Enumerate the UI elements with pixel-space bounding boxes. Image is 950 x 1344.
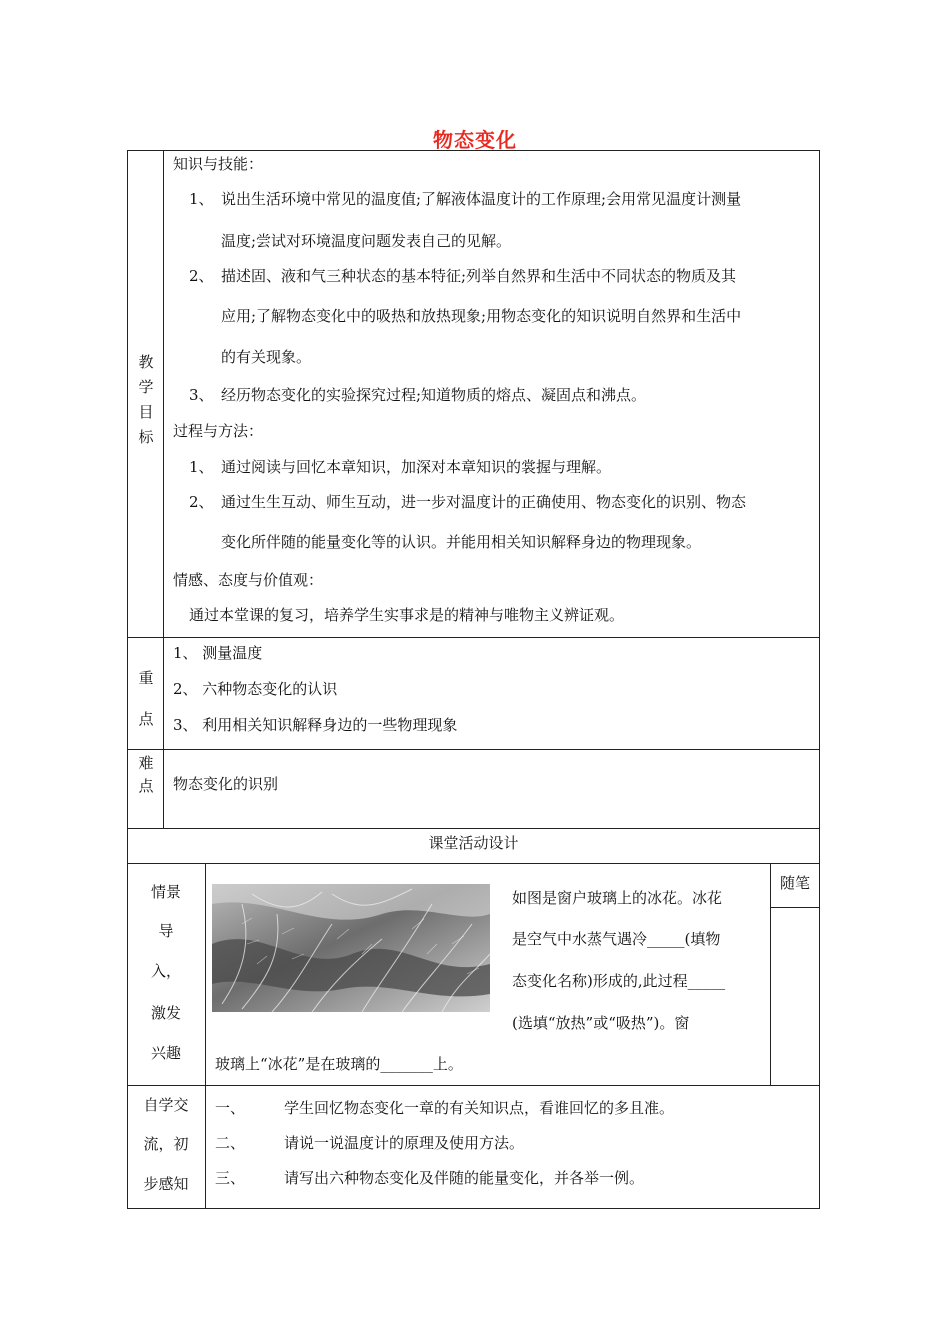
difficulty-label: [129, 752, 163, 798]
process-item-2-line-2: 变化所伴随的能量变化等的认识。并能用相关知识解释身边的物理现象。: [221, 533, 702, 551]
key-points-label-text: 重点: [138, 669, 154, 728]
difficulty-text: 物态变化的识别: [173, 775, 279, 793]
self-study-item-3-num: 三、: [215, 1169, 246, 1187]
row-divider: [127, 637, 820, 638]
self-study-label-line-3: 步感知: [143, 1175, 189, 1193]
intro-label-line-2: 导: [158, 922, 174, 940]
key-point-3: 3、 利用相关知识解释身边的一些物理现象: [173, 716, 458, 734]
knowledge-item-2-num: 2、: [189, 267, 214, 285]
row-divider: [127, 828, 820, 829]
activity-design-header: 课堂活动设计: [428, 834, 519, 852]
row-divider: [127, 863, 820, 864]
process-item-2-num: 2、: [189, 493, 214, 511]
knowledge-item-2-line-2: 应用;了解物态变化中的吸热和放热现象;用物态变化的知识说明自然界和生活中: [221, 307, 742, 325]
knowledge-heading: 知识与技能：: [173, 155, 264, 173]
knowledge-item-3-line-1: 经历物态变化的实验探究过程;知道物质的熔点、凝固点和沸点。: [221, 386, 647, 404]
emotion-heading: 情感、态度与价值观：: [173, 571, 324, 589]
intro-label-line-3: 入，: [150, 962, 181, 980]
self-study-item-1-num: 一、: [215, 1099, 246, 1117]
intro-text-line-1: 如图是窗户玻璃上的冰花。冰花: [512, 889, 723, 907]
self-study-item-3-text: 请写出六种物态变化及伴随的能量变化，并各举一例。: [284, 1169, 645, 1187]
process-item-2-line-1: 通过生生互动、师生互动，进一步对温度计的正确使用、物态变化的识别、物态: [221, 493, 747, 511]
process-item-1-num: 1、: [189, 458, 214, 476]
objectives-label-text: 教学目标: [138, 353, 154, 446]
process-item-1-line-1: 通过阅读与回忆本章知识，加深对本章知识的裳握与理解。: [221, 458, 612, 476]
self-study-label-line-2: 流，初: [143, 1135, 189, 1153]
knowledge-item-1-num: 1、: [189, 190, 214, 208]
difficulty-label-text: 难点: [138, 754, 154, 795]
self-study-item-2-text: 请说一说温度计的原理及使用方法。: [284, 1134, 525, 1152]
label-column-divider: [205, 863, 206, 1209]
page-title: 物态变化: [433, 128, 517, 152]
frost-flower-graphic: [212, 884, 490, 1012]
intro-text-last: 玻璃上“冰花”是在玻璃的_______上。: [215, 1055, 463, 1073]
label-column-divider: [163, 150, 164, 828]
key-points-label: [129, 658, 163, 740]
self-study-label-line-1: 自学交: [143, 1096, 189, 1114]
notes-label: 随笔: [779, 874, 810, 892]
self-study-item-1-text: 学生回忆物态变化一章的有关知识点，看谁回忆的多且准。: [284, 1099, 675, 1117]
notes-divider: [770, 907, 820, 908]
key-point-1: 1、 测量温度: [173, 644, 263, 662]
row-divider: [127, 749, 820, 750]
row-divider: [127, 1085, 820, 1086]
process-heading: 过程与方法：: [173, 422, 264, 440]
intro-label-line-1: 情景: [150, 883, 181, 901]
intro-label-line-4: 激发: [150, 1004, 181, 1022]
knowledge-item-1-line-1: 说出生活环境中常见的温度值;了解液体温度计的工作原理;会用常见温度计测量: [221, 190, 742, 208]
objectives-label: [129, 350, 163, 450]
intro-text-line-4: (选填“放热”或“吸热”)。窗: [512, 1014, 690, 1032]
key-point-2: 2、 六种物态变化的认识: [173, 680, 338, 698]
intro-text-line-3: 态变化名称)形成的,此过程_____: [512, 972, 726, 990]
emotion-text: 通过本堂课的复习，培养学生实事求是的精神与唯物主义辨证观。: [189, 606, 625, 624]
knowledge-item-2-line-3: 的有关现象。: [221, 348, 312, 366]
self-study-item-2-num: 二、: [215, 1134, 246, 1152]
intro-label-line-5: 兴趣: [150, 1044, 181, 1062]
knowledge-item-1-line-2: 温度;尝试对环境温度问题发表自己的见解。: [221, 232, 512, 250]
frost-flower-image: [212, 884, 490, 1012]
intro-text-line-2: 是空气中水蒸气遇冷_____(填物: [512, 930, 721, 948]
knowledge-item-3-num: 3、: [189, 386, 214, 404]
knowledge-item-2-line-1: 描述固、液和气三种状态的基本特征;列举自然界和生活中不同状态的物质及其: [221, 267, 737, 285]
notes-column-divider: [770, 863, 771, 1085]
